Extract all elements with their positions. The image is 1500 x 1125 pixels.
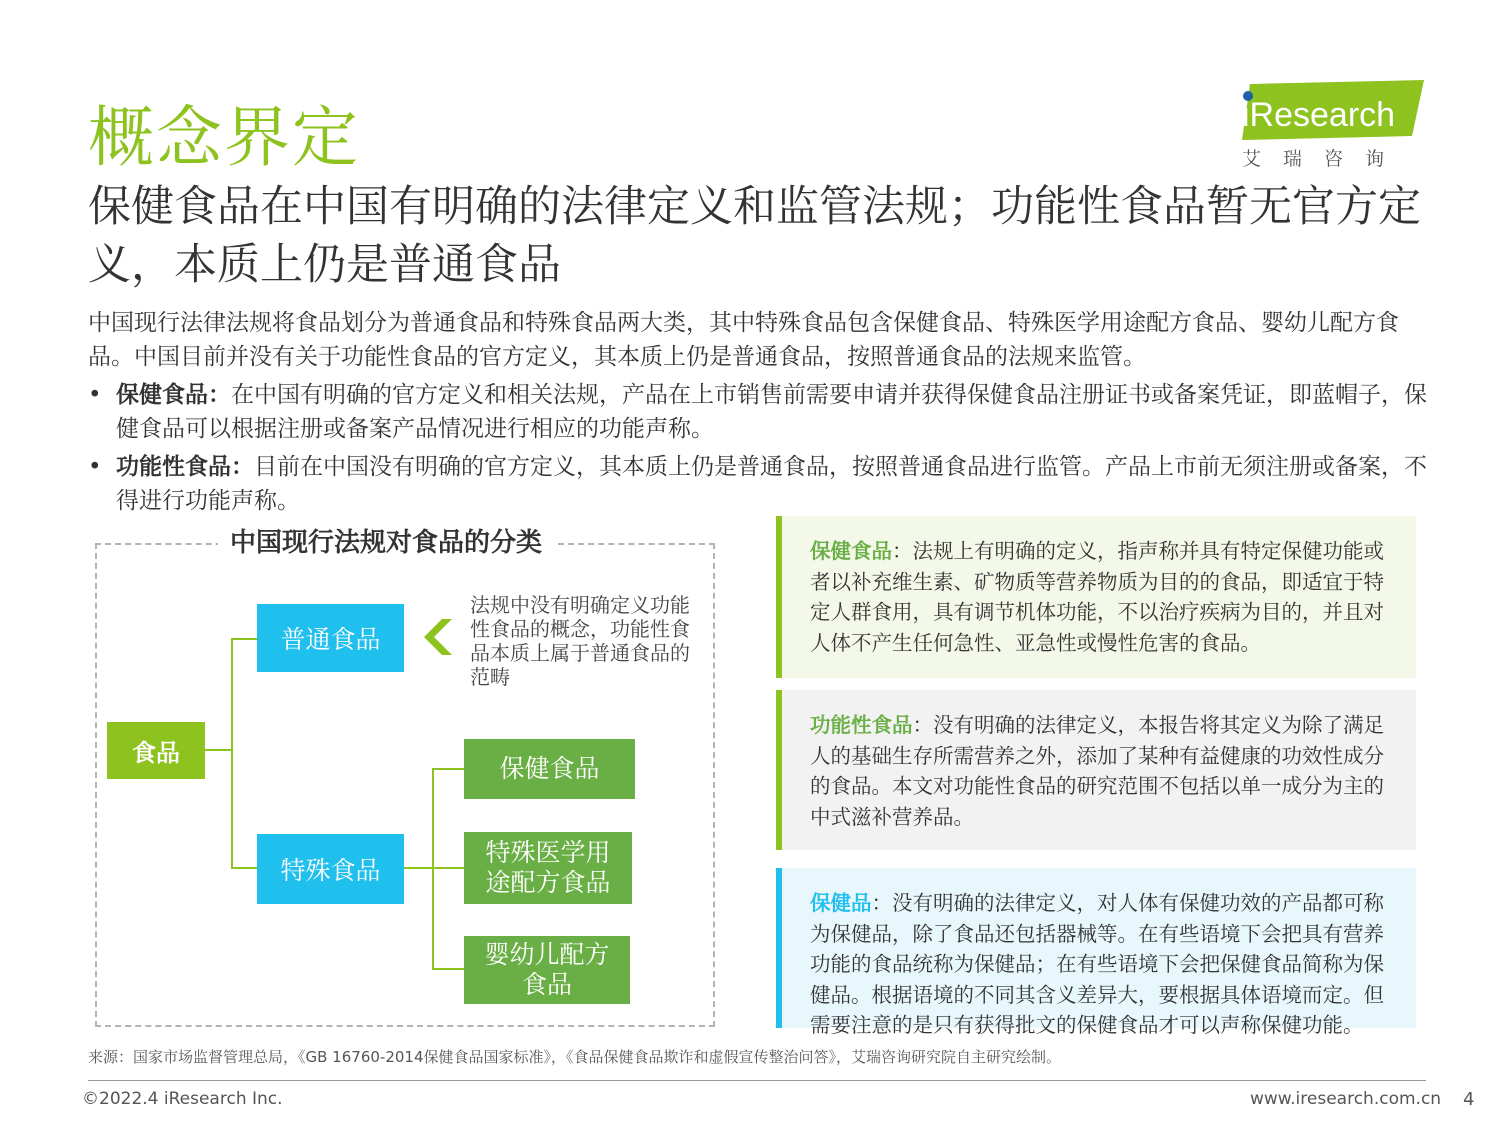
source-note: 来源：国家市场监督管理总局，《GB 16760-2014保健食品国家标准》，《食品保健食品欺诈和虚假宣传整治问答》，艾瑞咨询研究院自主研究绘制。 bbox=[88, 1048, 1061, 1066]
connector-line bbox=[432, 768, 434, 970]
definition-separator: ： bbox=[892, 539, 913, 563]
node-food: 食品 bbox=[107, 722, 205, 779]
definition-box-health-food bbox=[776, 516, 1416, 678]
node-medical-food bbox=[464, 832, 632, 904]
definition-text: 没有明确的法律定义，本报告将其定义为除了满足人的基础生存所需营养之外，添加了某种有益健康的功效性成分的食品。本文对功能性食品的研究范围不包括以单一成分为主的中式滋补营养品。 bbox=[810, 713, 1384, 829]
bullet-functional-food bbox=[88, 450, 1428, 518]
bullet-marker: • bbox=[88, 382, 102, 408]
copyright: ©2022.4 iResearch Inc. bbox=[82, 1089, 283, 1109]
headline: 保健食品在中国有明确的法律定义和监管法规；功能性食品暂无官方定义，本质上仍是普通食品 bbox=[88, 182, 1421, 290]
connector-line bbox=[432, 768, 464, 770]
bullet-term: 保健食品： bbox=[116, 382, 231, 408]
definition-term: 保健品 bbox=[810, 891, 872, 915]
website-link[interactable]: www.iresearch.com.cn bbox=[1250, 1089, 1442, 1109]
connector-line bbox=[231, 867, 257, 869]
bullet-health-food bbox=[88, 378, 1428, 446]
connector-line bbox=[432, 968, 464, 970]
page-number: 4 bbox=[1463, 1089, 1475, 1110]
definition-box-functional-food bbox=[776, 690, 1416, 850]
node-label-line: 途配方食品 bbox=[485, 868, 611, 897]
connector-line bbox=[432, 867, 464, 869]
diagram-note: 法规中没有明确定义功能性食品的概念，功能性食品本质上属于普通食品的范畴 bbox=[470, 593, 690, 689]
intro-paragraph: 中国现行法律法规将食品划分为普通食品和特殊食品两大类，其中特殊食品包含保健食品、特殊医学用途配方食品、婴幼儿配方食品。中国目前并没有关于功能性食品的官方定义，其本质上仍是普通食品，按照普通食品的法规来监管。 bbox=[88, 310, 1399, 370]
footer-divider bbox=[88, 1080, 1426, 1081]
connector-line bbox=[404, 867, 434, 869]
node-label-line: 食品 bbox=[521, 970, 572, 999]
bullet-marker: • bbox=[88, 454, 102, 480]
page-title: 概念界定 bbox=[88, 99, 360, 176]
node-label-line: 婴幼儿配方 bbox=[484, 940, 610, 969]
node-ordinary-food: 普通食品 bbox=[257, 604, 404, 672]
bullet-term: 功能性食品： bbox=[116, 454, 254, 480]
node-health-food bbox=[464, 739, 635, 799]
definition-separator: ： bbox=[912, 713, 933, 737]
connector-line bbox=[231, 638, 257, 640]
bullet-text: 目前在中国没有明确的官方定义，其本质上仍是普通食品，按照普通食品进行监管。产品上市前无须注册或备案，不得进行功能声称。 bbox=[116, 454, 1427, 514]
bullet-text: 在中国有明确的官方定义和相关法规，产品在上市销售前需要申请并获得保健食品注册证书或备案凭证，即蓝帽子，保健食品可以根据注册或备案产品情况进行相应的功能声称。 bbox=[116, 382, 1427, 442]
definition-text: 没有明确的法律定义，对人体有保健功效的产品都可称为保健品，除了食品还包括器械等。在有些语境下会把具有营养功能的食品统称为保健品；在有些语境下会把保健食品简称为保健品。根据语境的不同其含义差异大，要根据具体语境而定。但需要注意的是只有获得批文的保健食品才可以声称保健功能。 bbox=[810, 891, 1384, 1037]
definition-box-health-product bbox=[776, 868, 1416, 1037]
diagram-title: 中国现行法规对食品的分类 bbox=[218, 522, 554, 559]
node-label: 保健食品 bbox=[499, 754, 600, 783]
logo-subtitle: 艾瑞咨询 bbox=[1242, 148, 1407, 170]
connector-line bbox=[231, 638, 233, 869]
logo-text: iResearch bbox=[1242, 96, 1396, 134]
definition-text: 法规上有明确的定义，指声称并具有特定保健功能或者以补充维生素、矿物质等营养物质为目的的食品，即适宜于特定人群食用，具有调节机体功能，不以治疗疾病为目的，并且对人体不产生任何急性、亚急性或慢性危害的食品。 bbox=[810, 539, 1384, 655]
node-label-line: 特殊医学用 bbox=[485, 838, 611, 867]
chevron-left-icon bbox=[420, 617, 454, 657]
definition-term: 功能性食品 bbox=[810, 713, 913, 737]
node-infant-formula bbox=[464, 936, 630, 1004]
node-special-food: 特殊食品 bbox=[257, 834, 404, 904]
definition-term: 保健食品 bbox=[810, 539, 892, 563]
connector-line bbox=[205, 749, 231, 751]
definition-separator: ： bbox=[871, 891, 892, 915]
